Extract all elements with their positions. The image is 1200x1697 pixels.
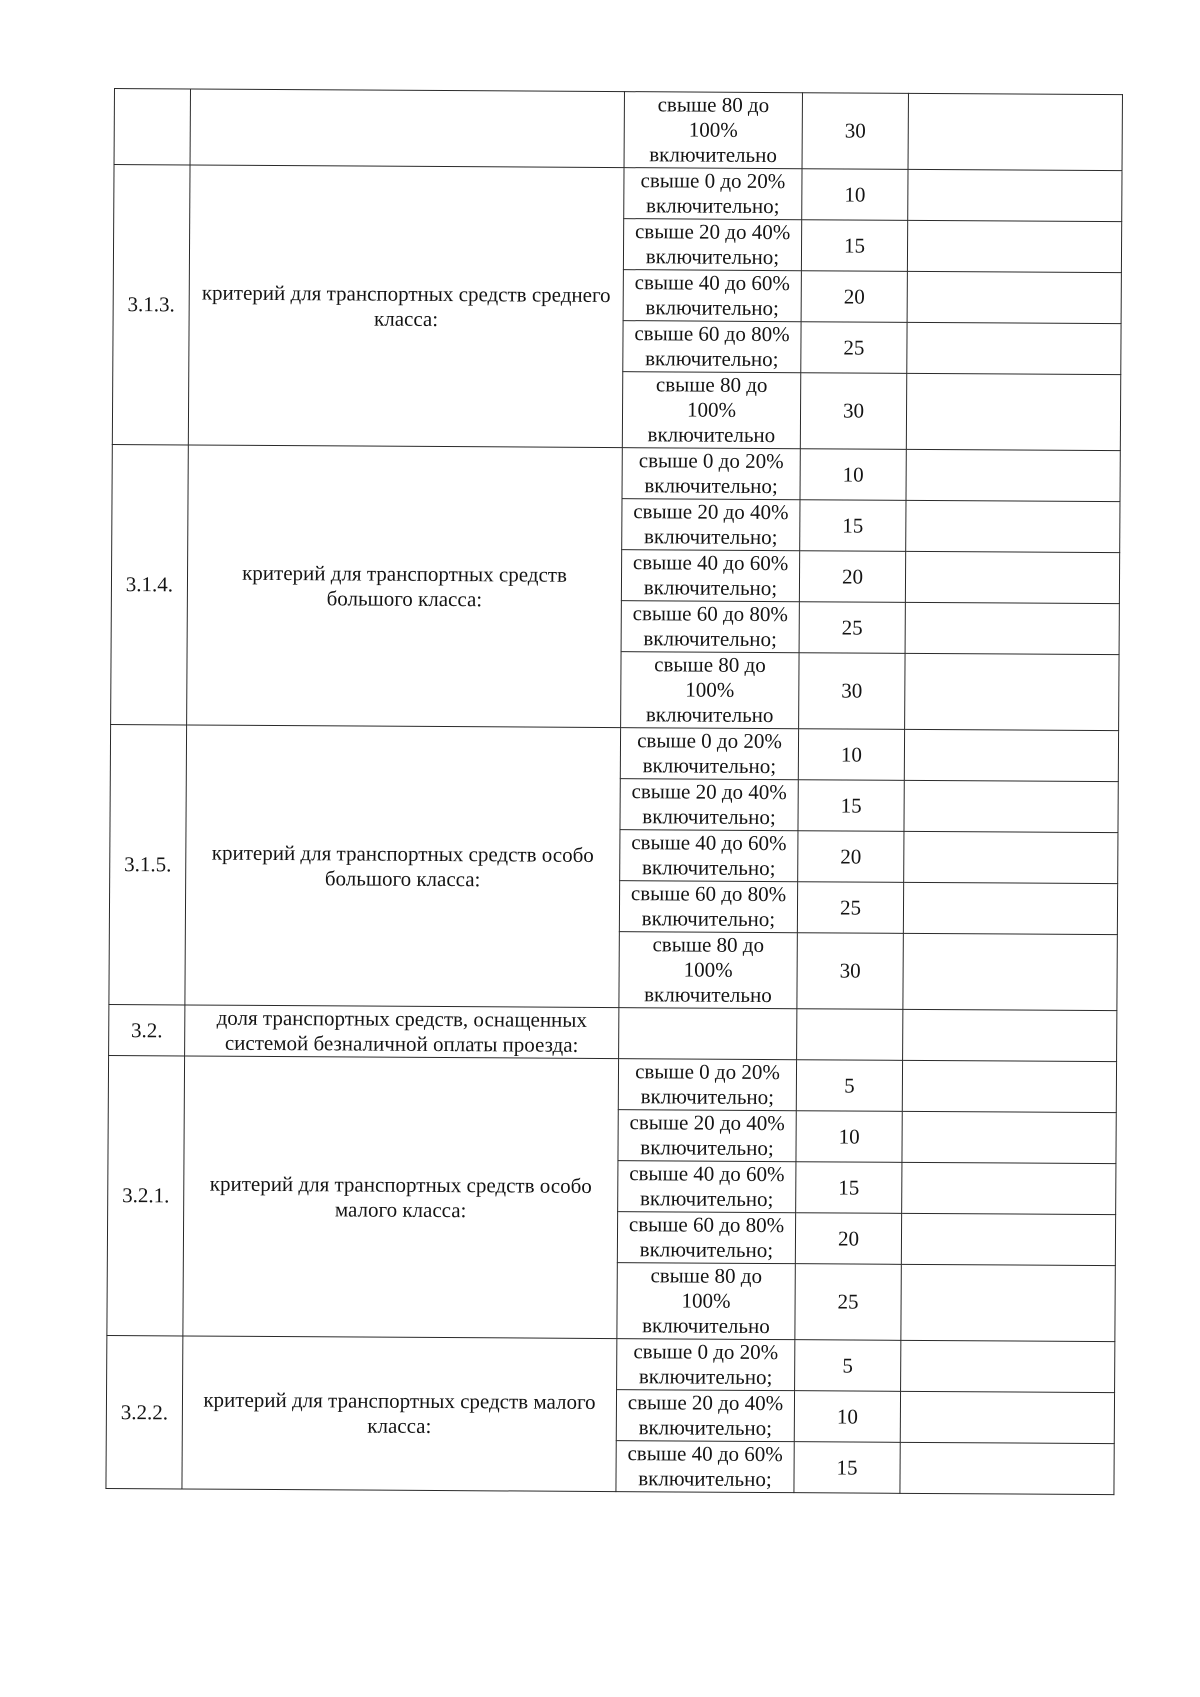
number-cell bbox=[114, 89, 190, 165]
range-cell: свыше 20 до 40% включительно; bbox=[616, 1390, 794, 1442]
note-cell bbox=[902, 1162, 1116, 1214]
note-cell bbox=[902, 1111, 1116, 1163]
range-cell: свыше 20 до 40% включительно; bbox=[620, 779, 798, 831]
range-cell: свыше 20 до 40% включительно; bbox=[622, 499, 800, 551]
item-number: 3.1.5. bbox=[109, 724, 187, 1004]
table-row bbox=[107, 1335, 1115, 1392]
range-cell: свыше 0 до 20% включительно; bbox=[618, 1059, 796, 1111]
range-cell: свыше 60 до 80% включительно; bbox=[617, 1212, 795, 1264]
points-cell: 25 bbox=[799, 602, 905, 654]
points-cell: 10 bbox=[800, 449, 906, 501]
note-cell bbox=[907, 220, 1121, 272]
note-cell bbox=[900, 1442, 1114, 1494]
note-cell bbox=[907, 322, 1121, 374]
range-cell: свыше 60 до 80% включительно; bbox=[619, 881, 797, 933]
range-cell: свыше 40 до 60% включительно; bbox=[618, 1161, 796, 1213]
range-cell: свыше 80 до 100% включительно bbox=[624, 92, 802, 169]
range-cell: свыше 80 до 100% включительно bbox=[617, 1263, 795, 1340]
note-cell bbox=[904, 729, 1118, 781]
criterion-title: критерий для транспортных средств малого класса: bbox=[182, 1336, 617, 1492]
note-cell bbox=[904, 831, 1118, 883]
range-cell: свыше 40 до 60% включительно; bbox=[620, 830, 798, 882]
note-cell bbox=[907, 271, 1121, 323]
range-cell: свыше 80 до 100% включительно bbox=[622, 372, 800, 449]
points-cell: 15 bbox=[800, 500, 906, 552]
points-cell: 10 bbox=[798, 729, 904, 781]
range-cell: свыше 0 до 20% включительно; bbox=[620, 728, 798, 780]
criterion-title: критерий для транспортных средств особо малого класса: bbox=[183, 1056, 619, 1339]
points-cell: 30 bbox=[802, 93, 908, 170]
points-cell: 15 bbox=[794, 1442, 900, 1494]
criterion-title: критерий для транспортных средств особо большого класса: bbox=[185, 725, 621, 1008]
range-cell bbox=[619, 1008, 797, 1060]
note-cell bbox=[905, 653, 1119, 730]
points-cell: 25 bbox=[797, 882, 903, 934]
points-cell: 10 bbox=[802, 169, 908, 221]
table-row bbox=[114, 165, 1122, 222]
table-row bbox=[110, 724, 1118, 781]
note-cell bbox=[900, 1391, 1114, 1443]
points-cell: 5 bbox=[796, 1060, 902, 1112]
note-cell bbox=[906, 373, 1120, 450]
range-cell: свыше 80 до 100% включительно bbox=[621, 652, 799, 729]
note-cell bbox=[901, 1264, 1115, 1341]
note-cell bbox=[905, 602, 1119, 654]
note-cell bbox=[906, 500, 1120, 552]
range-cell: свыше 20 до 40% включительно; bbox=[623, 219, 801, 271]
table-row bbox=[108, 1055, 1116, 1112]
item-number: 3.1.4. bbox=[111, 444, 189, 724]
table-row bbox=[112, 444, 1120, 501]
range-cell: свыше 0 до 20% включительно; bbox=[617, 1339, 795, 1391]
points-cell: 25 bbox=[795, 1264, 901, 1341]
note-cell bbox=[908, 93, 1122, 170]
table-row bbox=[114, 89, 1122, 171]
note-cell bbox=[903, 933, 1117, 1010]
section-row bbox=[109, 1004, 1117, 1061]
criteria-table bbox=[105, 88, 1123, 1495]
points-cell: 30 bbox=[800, 373, 906, 450]
note-cell bbox=[901, 1340, 1115, 1392]
range-cell: свыше 60 до 80% включительно; bbox=[623, 321, 801, 373]
note-cell bbox=[905, 551, 1119, 603]
range-cell: свыше 60 до 80% включительно; bbox=[621, 601, 799, 653]
range-cell: свыше 40 до 60% включительно; bbox=[621, 550, 799, 602]
points-cell: 10 bbox=[794, 1391, 900, 1443]
points-cell: 20 bbox=[799, 551, 905, 603]
range-cell: свыше 20 до 40% включительно; bbox=[618, 1110, 796, 1162]
range-cell: свыше 0 до 20% включительно; bbox=[622, 448, 800, 500]
item-number: 3.1.3. bbox=[112, 165, 190, 445]
note-cell bbox=[903, 882, 1117, 934]
note-cell bbox=[908, 169, 1122, 221]
note-cell bbox=[906, 449, 1120, 501]
note-cell bbox=[902, 1060, 1116, 1112]
points-cell: 20 bbox=[801, 271, 907, 323]
note-cell bbox=[903, 1009, 1117, 1061]
points-cell: 15 bbox=[798, 780, 904, 832]
section-title: доля транспортных средств, оснащенных системой безналичной оплаты проезда: bbox=[185, 1005, 619, 1059]
note-cell bbox=[904, 780, 1118, 832]
points-cell: 15 bbox=[796, 1162, 902, 1214]
points-cell: 20 bbox=[798, 831, 904, 883]
item-number: 3.2.2. bbox=[106, 1335, 183, 1488]
range-cell: свыше 0 до 20% включительно; bbox=[624, 168, 802, 220]
points-cell: 25 bbox=[801, 322, 907, 374]
note-cell bbox=[901, 1213, 1115, 1265]
points-cell: 20 bbox=[795, 1213, 901, 1265]
description-cell bbox=[190, 89, 624, 168]
points-cell: 30 bbox=[797, 933, 903, 1010]
points-cell: 10 bbox=[796, 1111, 902, 1163]
range-cell: свыше 40 до 60% включительно; bbox=[616, 1441, 794, 1493]
item-number: 3.2.1. bbox=[107, 1055, 185, 1335]
points-cell bbox=[797, 1009, 903, 1061]
points-cell: 15 bbox=[801, 220, 907, 272]
points-cell: 5 bbox=[795, 1340, 901, 1392]
range-cell: свыше 80 до 100% включительно bbox=[619, 932, 797, 1009]
section-number: 3.2. bbox=[109, 1004, 185, 1055]
range-cell: свыше 40 до 60% включительно; bbox=[623, 270, 801, 322]
criterion-title: критерий для транспортных средств среднего класса: bbox=[188, 165, 624, 448]
points-cell: 30 bbox=[799, 653, 905, 730]
criterion-title: критерий для транспортных средств большого класса: bbox=[187, 445, 623, 728]
